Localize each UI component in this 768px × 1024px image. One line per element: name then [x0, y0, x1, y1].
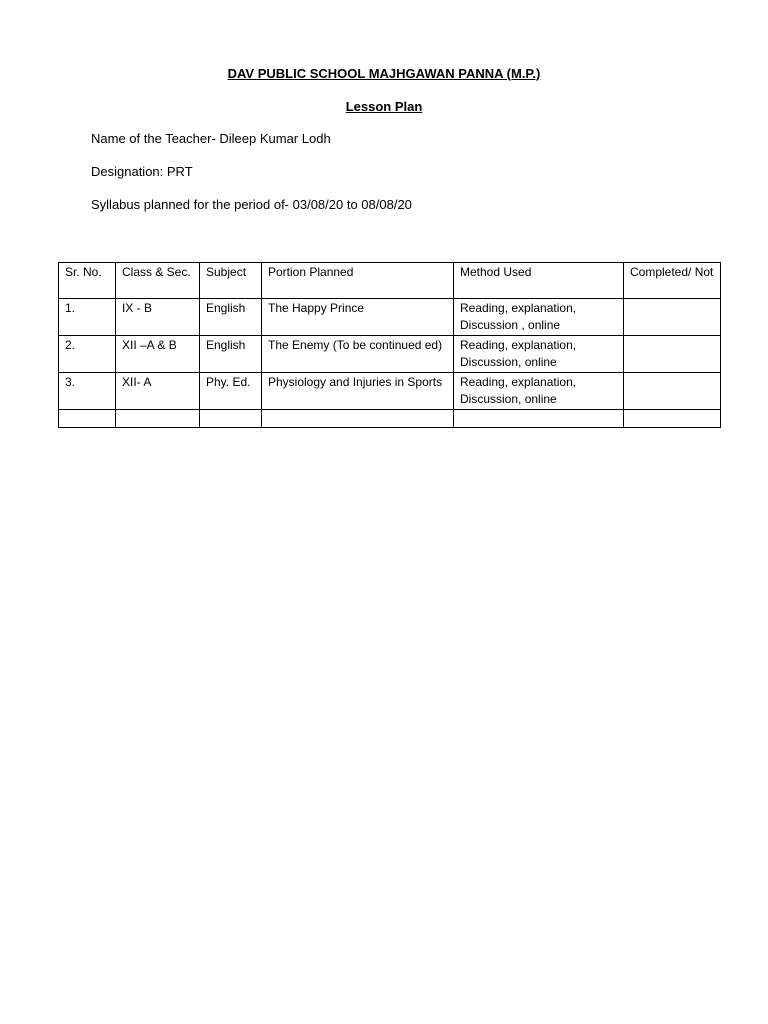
cell-sr-no: 2.: [59, 336, 116, 373]
cell-sr-no: 3.: [59, 373, 116, 410]
cell-subject: English: [200, 299, 262, 336]
table-row-empty: [59, 410, 721, 428]
cell-completed: [624, 373, 721, 410]
header-class-sec: Class & Sec.: [116, 263, 200, 299]
cell-class-sec: XII –A & B: [116, 336, 200, 373]
designation-line: Designation: PRT: [91, 164, 193, 179]
header-portion-planned: Portion Planned: [262, 263, 454, 299]
cell-portion-planned: Physiology and Injuries in Sports: [262, 373, 454, 410]
school-name: DAV PUBLIC SCHOOL MAJHGAWAN PANNA (M.P.): [227, 66, 541, 81]
cell-subject: Phy. Ed.: [200, 373, 262, 410]
cell-portion-planned: [262, 410, 454, 428]
cell-method-used: Reading, explanation, Discussion, online: [454, 336, 624, 373]
cell-class-sec: [116, 410, 200, 428]
table-header-row: [59, 263, 721, 299]
syllabus-period-line: Syllabus planned for the period of- 03/08/20 to 08/08/20: [91, 197, 412, 212]
cell-subject: [200, 410, 262, 428]
table-row: [59, 336, 721, 373]
document-title: Lesson Plan: [345, 99, 423, 114]
cell-sr-no: 1.: [59, 299, 116, 336]
cell-method-used: Reading, explanation, Discussion, online: [454, 373, 624, 410]
cell-completed: [624, 299, 721, 336]
teacher-name-line: Name of the Teacher- Dileep Kumar Lodh: [91, 131, 331, 146]
cell-sr-no: [59, 410, 116, 428]
header-sr-no: Sr. No.: [59, 263, 116, 299]
header-completed: Completed/ Not: [624, 263, 721, 299]
cell-portion-planned: The Enemy (To be continued ed): [262, 336, 454, 373]
header-method-used: Method Used: [454, 263, 624, 299]
cell-subject: English: [200, 336, 262, 373]
cell-class-sec: IX - B: [116, 299, 200, 336]
cell-method-used: Reading, explanation, Discussion , online: [454, 299, 624, 336]
cell-completed: [624, 336, 721, 373]
cell-completed: [624, 410, 721, 428]
table-row: [59, 299, 721, 336]
cell-class-sec: XII- A: [116, 373, 200, 410]
header-subject: Subject: [200, 263, 262, 299]
table-row: [59, 373, 721, 410]
cell-portion-planned: The Happy Prince: [262, 299, 454, 336]
cell-method-used: [454, 410, 624, 428]
lesson-plan-table: [58, 262, 721, 428]
